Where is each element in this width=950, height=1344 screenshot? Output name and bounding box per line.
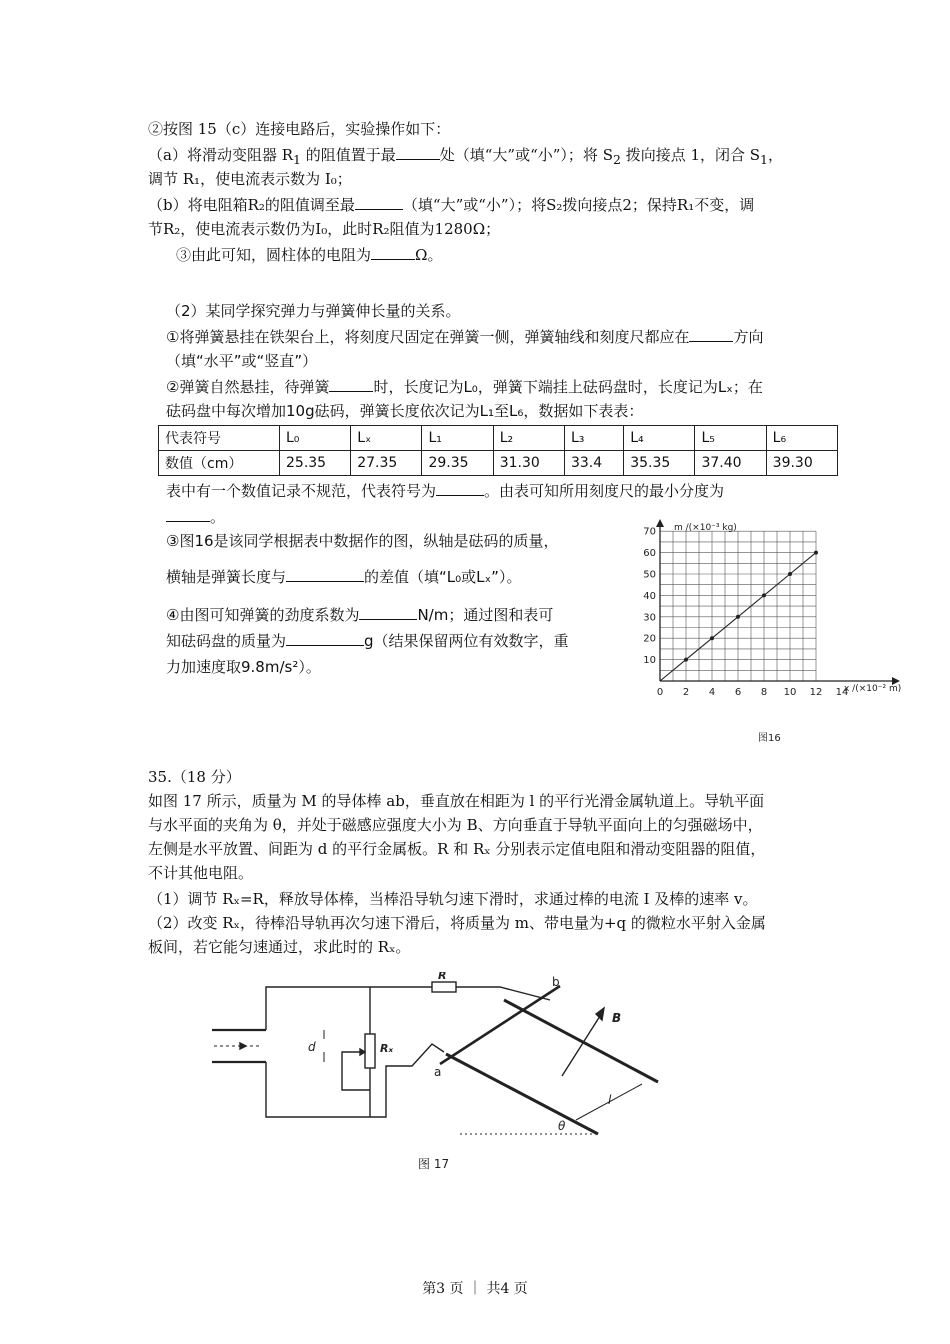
chart-grid: [660, 531, 816, 681]
y-tick-label: 60: [643, 548, 656, 560]
step-b-line1: [148, 194, 754, 216]
table-cell: L₃: [564, 426, 623, 451]
part2-q4-cont: [166, 630, 569, 652]
x-tick-label: 6: [734, 687, 742, 698]
page-footer: 第3 页 ｜ 共4 页: [422, 1281, 528, 1297]
step3-line: [176, 244, 442, 266]
q35-heading: 35.（18 分）: [148, 768, 241, 786]
data-point: [684, 658, 688, 662]
text: N/m；通过图和表可: [417, 606, 554, 624]
part2-q2-record: [166, 480, 724, 502]
x-tick-label: 10: [783, 687, 797, 698]
text: ④由图可知弹簧的劲度系数为: [166, 606, 360, 624]
y-tick-label: 40: [643, 590, 656, 602]
text: 表中有一个数值记录不规范，代表符号为: [166, 482, 437, 500]
table-cell: L₀: [280, 426, 351, 451]
table-cell: 31.30: [493, 451, 564, 476]
x-tick-label: 2: [682, 687, 690, 698]
label-b: b: [552, 975, 560, 989]
table-row: [159, 426, 838, 451]
q35-p1: 如图 17 所示，质量为 M 的导体棒 ab，垂直放在相距为 l 的平行光滑金属轨道上。导轨平面: [148, 792, 765, 810]
answer-blank[interactable]: [329, 377, 373, 392]
table-cell: L₁: [422, 426, 493, 451]
q35-p4: 不计其他电阻。: [148, 864, 254, 882]
part2-q2: [166, 376, 763, 398]
answer-blank[interactable]: [286, 567, 364, 582]
table-cell: 数值（cm）: [159, 451, 280, 476]
y-tick-label: 30: [643, 612, 656, 624]
step-a-line2: 调节 R₁，使电流表示数为 I₀；: [148, 170, 352, 188]
text: ③由此可知，圆柱体的电阻为: [176, 246, 372, 264]
text: 处（填“大”或“小”）；将 S: [439, 146, 613, 164]
field-b-arrow-icon: [596, 1008, 604, 1020]
text: 。: [210, 508, 226, 526]
answer-blank[interactable]: [359, 605, 417, 620]
part2-q3-cont: [166, 566, 521, 588]
sub: 2: [612, 152, 621, 167]
label-d: d: [308, 1040, 316, 1054]
table-cell: 33.4: [564, 451, 623, 476]
answer-blank[interactable]: [166, 507, 210, 522]
q35-part2-cont: 板间，若它能匀速通过，求此时的 Rₓ。: [148, 938, 411, 956]
table-cell: Lₓ: [351, 426, 422, 451]
table-cell: 25.35: [280, 451, 351, 476]
text: ，: [768, 146, 784, 164]
label-Rx: Rₓ: [380, 1042, 394, 1055]
resistor-Rx: [365, 1034, 375, 1068]
field-b-arrow: [562, 1016, 600, 1076]
answer-blank[interactable]: [286, 631, 364, 646]
text: g（结果保留两位有效数字，重: [364, 632, 569, 650]
answer-blank[interactable]: [436, 481, 484, 496]
step-a-line1: [148, 144, 783, 171]
figure-17-caption: 图 17: [418, 1157, 450, 1171]
rail-upper: [504, 1000, 658, 1082]
q35-part2: （2）改变 Rₓ，待棒沿导轨再次匀速下滑后，将质量为 m、带电量为+q 的微粒水平射入金属: [148, 914, 766, 932]
data-point: [762, 593, 766, 597]
label-R: R: [438, 972, 447, 982]
part2-q1: [166, 326, 763, 348]
label-a: a: [434, 1065, 442, 1079]
text: ②弹簧自然悬挂，待弹簧: [166, 378, 330, 396]
data-point: [710, 636, 714, 640]
conductor-rod-ab: [440, 986, 560, 1064]
data-point: [814, 551, 818, 555]
answer-blank[interactable]: [355, 195, 403, 210]
q35-p3: 左侧是水平放置、间距为 d 的平行金属板。R 和 Rₓ 分别表示定值电阻和滑动变阻器的阻值，: [148, 840, 766, 858]
table-cell: L₅: [695, 426, 766, 451]
label-theta: θ: [558, 1119, 566, 1133]
table-cell: L₄: [624, 426, 695, 451]
text: Ω。: [415, 246, 443, 264]
y-axis-arrow-icon: [656, 519, 664, 527]
answer-blank[interactable]: [371, 245, 415, 260]
wire-top-left: [266, 987, 370, 1030]
chart-caption: 图16: [758, 733, 781, 744]
wire-top-right: [456, 987, 550, 1000]
step-b-line2: 节R₂，使电流表示数仍为I₀，此时R₂阻值为1280Ω；: [148, 220, 501, 238]
table-cell: 代表符号: [159, 426, 280, 451]
resistor-R: [432, 982, 456, 992]
table-cell: 37.40: [695, 451, 766, 476]
sub: 1: [293, 152, 301, 167]
text: ①将弹簧悬挂在铁架台上，将刻度尺固定在弹簧一侧，弹簧轴线和刻度尺都应在: [166, 328, 690, 346]
part2-q4: [166, 604, 553, 626]
figure-17-diagram: [200, 972, 680, 1182]
y-axis-label: m /(×10⁻³ kg): [674, 523, 737, 533]
q35-part1: （1）调节 Rₓ=R，释放导体棒，当棒沿导轨匀速下滑时，求通过棒的电流 I 及棒的速率 v。: [148, 890, 758, 908]
text: （填“大”或“小”）；将S₂拨向接点2；保持R₁不变，调: [402, 196, 755, 214]
x-tick-label: 4: [708, 687, 716, 698]
data-table: [158, 425, 838, 476]
y-tick-label: 20: [643, 633, 656, 645]
table-cell: 27.35: [351, 451, 422, 476]
rx-slider-arrow-icon: [360, 1049, 365, 1055]
y-tick-label: 70: [643, 526, 656, 538]
x-tick-label: 14: [835, 687, 849, 698]
table-cell: L₆: [766, 426, 837, 451]
q35-p2: 与水平面的夹角为 θ，并处于磁感应强度大小为 B、方向垂直于导轨平面向上的匀强磁场中，: [148, 816, 763, 834]
answer-blank[interactable]: [396, 145, 440, 160]
rail-lower: [446, 1054, 598, 1134]
part2-title: （2）某同学探究弹力与弹簧伸长量的关系。: [166, 302, 461, 320]
table-cell: 29.35: [422, 451, 493, 476]
text: 横轴是弹簧长度与: [166, 568, 287, 586]
part2-q2-cont: 砝码盘中每次增加10g砝码，弹簧长度依次记为L₁至L₆，数据如下表表：: [166, 402, 644, 420]
text: 的差值（填“L₀或Lₓ”）。: [364, 568, 522, 586]
figure-16-chart: [630, 515, 930, 750]
text: （b）将电阻箱R₂的阻值调至最: [148, 196, 355, 214]
x-axis-label: x /(×10⁻² m): [844, 684, 902, 694]
part2-q1-hint: （填“水平”或“竖直”）: [166, 352, 318, 370]
chart-series: [660, 551, 818, 681]
y-tick-label: 50: [643, 569, 656, 581]
text: （a）将滑动变阻器 R: [148, 146, 294, 164]
text: 的阻值置于最: [300, 146, 396, 164]
y-tick-label: 10: [643, 655, 656, 667]
sub: 1: [760, 152, 768, 167]
label-l: l: [608, 1093, 612, 1107]
x-tick-label: 8: [760, 687, 768, 698]
x-tick-label: 12: [809, 687, 823, 698]
text: 时，长度记为L₀，弹簧下端挂上砝码盘时，长度记为Lₓ；在: [373, 378, 763, 396]
table-cell: 35.35: [624, 451, 695, 476]
text: 方向: [733, 328, 764, 346]
data-point: [788, 572, 792, 576]
part2-q3: ③图16是该同学根据表中数据作的图，纵轴是砝码的质量，: [166, 532, 559, 550]
table-row: [159, 451, 838, 476]
label-B: B: [612, 1011, 622, 1025]
data-point: [736, 615, 740, 619]
step2-heading: ②按图 15（c）连接电路后，实验操作如下：: [148, 120, 451, 138]
part2-q4-end: 力加速度取9.8m/s²）。: [166, 658, 321, 676]
text: 知砝码盘的质量为: [166, 632, 287, 650]
table-cell: 39.30: [766, 451, 837, 476]
table-cell: L₂: [493, 426, 564, 451]
text: 。由表可知所用刻度尺的最小分度为: [484, 482, 725, 500]
x-tick-label: 0: [656, 687, 664, 698]
answer-blank[interactable]: [689, 327, 733, 342]
particle-arrow-icon: [240, 1043, 246, 1049]
part2-q2-division: [166, 506, 225, 528]
text: 拨向接点 1，闭合 S: [620, 146, 761, 164]
